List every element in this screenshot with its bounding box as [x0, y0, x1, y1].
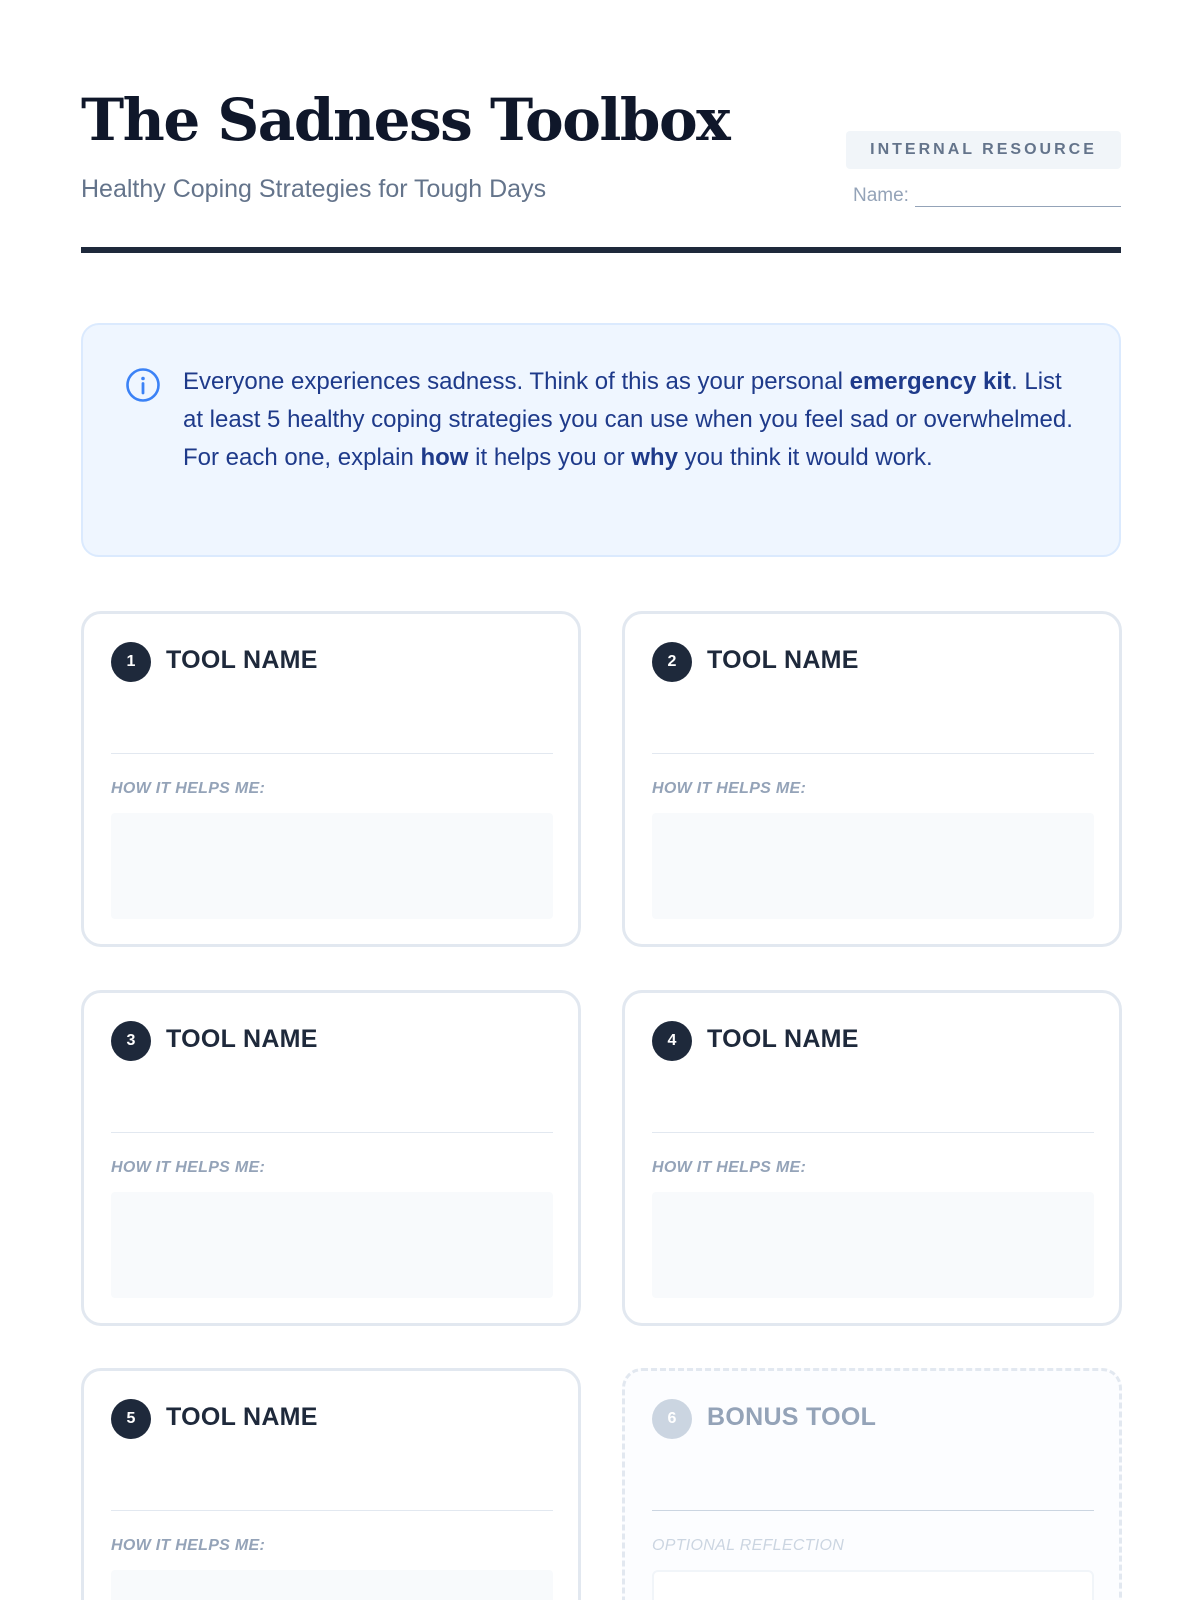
- emphasis-why: why: [631, 444, 678, 471]
- instructions-text-part: you think it would work.: [677, 444, 933, 471]
- how-it-helps-label: HOW IT HELPS ME:: [652, 780, 807, 797]
- tool-number-badge: 3: [111, 1021, 151, 1061]
- tool-number-badge: 2: [652, 642, 692, 682]
- how-it-helps-answer-area[interactable]: [111, 1570, 553, 1600]
- info-icon: [125, 367, 161, 403]
- tool-name-line[interactable]: [111, 1132, 553, 1133]
- how-it-helps-answer-area[interactable]: [652, 1192, 1094, 1298]
- page-subtitle: Healthy Coping Strategies for Tough Days: [81, 175, 547, 203]
- bonus-tool-name-line[interactable]: [652, 1510, 1094, 1511]
- tool-name-label: TOOL NAME: [707, 646, 859, 674]
- how-it-helps-label: HOW IT HELPS ME:: [111, 780, 266, 797]
- optional-reflection-label: OPTIONAL REFLECTION: [652, 1537, 845, 1554]
- tool-name-label: TOOL NAME: [166, 1403, 318, 1431]
- tool-name-label: TOOL NAME: [166, 1025, 318, 1053]
- bonus-tool-card: [622, 1368, 1122, 1600]
- page-title: The Sadness Toolbox: [81, 86, 730, 154]
- how-it-helps-answer-area[interactable]: [111, 1192, 553, 1298]
- tool-name-line[interactable]: [652, 753, 1094, 754]
- worksheet-header: [81, 80, 1121, 255]
- tool-number-badge: 6: [652, 1399, 692, 1439]
- tool-card-1: [81, 611, 581, 947]
- tool-name-label: TOOL NAME: [707, 1025, 859, 1053]
- instructions-text: [183, 363, 1083, 477]
- tool-name-line[interactable]: [652, 1132, 1094, 1133]
- instructions-box: [81, 323, 1121, 557]
- tool-name-line[interactable]: [111, 753, 553, 754]
- instructions-text-part: . List at least 5 healthy coping strategies you can use when you feel sad or overwhelmed. For each one, explain: [183, 368, 1073, 471]
- optional-reflection-answer-area[interactable]: [652, 1570, 1094, 1600]
- name-label: Name:: [853, 185, 909, 206]
- emphasis-how: how: [420, 444, 469, 471]
- bonus-tool-label: BONUS TOOL: [707, 1403, 877, 1431]
- name-field[interactable]: [853, 183, 1121, 207]
- how-it-helps-label: HOW IT HELPS ME:: [111, 1537, 266, 1554]
- tool-number-badge: 4: [652, 1021, 692, 1061]
- tool-name-label: TOOL NAME: [166, 646, 318, 674]
- tool-card-5: [81, 1368, 581, 1600]
- tool-number-badge: 1: [111, 642, 151, 682]
- header-divider: [81, 247, 1121, 253]
- instructions-text-part: Everyone experiences sadness. Think of this as your personal: [183, 368, 850, 395]
- tool-card-3: [81, 990, 581, 1326]
- how-it-helps-answer-area[interactable]: [652, 813, 1094, 919]
- internal-resource-badge: INTERNAL RESOURCE: [846, 131, 1121, 169]
- name-blank-line[interactable]: [915, 189, 1121, 207]
- instructions-text-part: it helps you or: [468, 444, 632, 471]
- tool-card-4: [622, 990, 1122, 1326]
- how-it-helps-label: HOW IT HELPS ME:: [111, 1159, 266, 1176]
- tool-card-2: [622, 611, 1122, 947]
- tool-number-badge: 5: [111, 1399, 151, 1439]
- how-it-helps-answer-area[interactable]: [111, 813, 553, 919]
- emphasis-emergency-kit: emergency kit: [849, 368, 1012, 395]
- tool-name-line[interactable]: [111, 1510, 553, 1511]
- how-it-helps-label: HOW IT HELPS ME:: [652, 1159, 807, 1176]
